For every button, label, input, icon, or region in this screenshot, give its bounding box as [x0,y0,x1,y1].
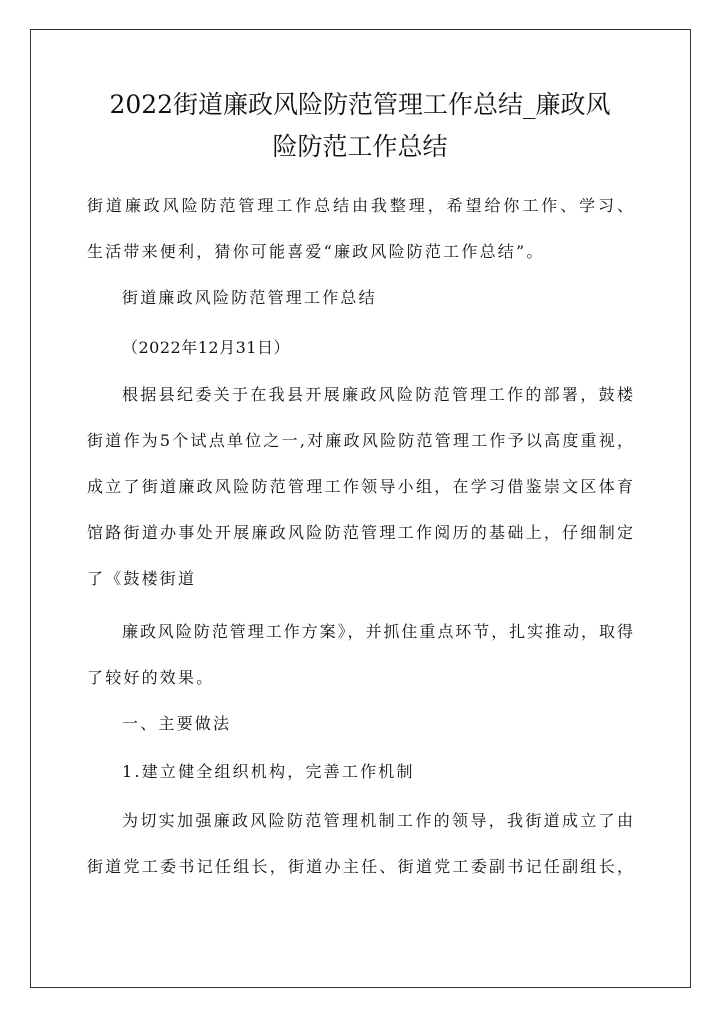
date-line: （2022年12月31日） [122,338,290,357]
paragraph-line-2: 生活带来便利，猜你可能喜爱“廉政风险防范工作总结”。 [87,242,545,261]
paragraph-line-11: 了较好的效果。 [87,668,215,687]
paragraph-line-7: 成立了街道廉政风险防范管理工作领导小组，在学习借鉴崇文区体育 [87,477,633,496]
subheading-main-practices: 一、主要做法 [122,714,232,733]
document-title-line-2: 险防范工作总结 [272,132,448,161]
paragraph-line-5: 根据县纪委关于在我县开展廉政风险防范管理工作的部署，鼓楼 [122,385,633,404]
paragraph-line-15: 街道党工委书记任组长，街道办主任、街道党工委副书记任副组长， [87,857,633,876]
paragraph-line-8: 馆路街道办事处开展廉政风险防范管理工作阅历的基础上，仔细制定 [87,523,633,542]
paragraph-line-9: 了《鼓楼街道 [87,569,197,588]
subheading-organization: 1.建立健全组织机构，完善工作机制 [122,762,415,781]
section-heading: 街道廉政风险防范管理工作总结 [122,288,377,307]
document-title-line-1: 2022街道廉政风险防范管理工作总结_廉政风 [109,90,611,119]
paragraph-line-10: 廉政风险防范管理工作方案》，并抓住重点环节，扎实推动，取得 [122,622,633,641]
paragraph-line-6: 街道作为5个试点单位之一,对廉政风险防范管理工作予以高度重视， [87,431,633,450]
paragraph-line-14: 为切实加强廉政风险防范管理机制工作的领导，我街道成立了由 [122,811,633,830]
paragraph-line-1: 街道廉政风险防范管理工作总结由我整理，希望给你工作、学习、 [87,196,633,215]
page-border [30,29,691,988]
